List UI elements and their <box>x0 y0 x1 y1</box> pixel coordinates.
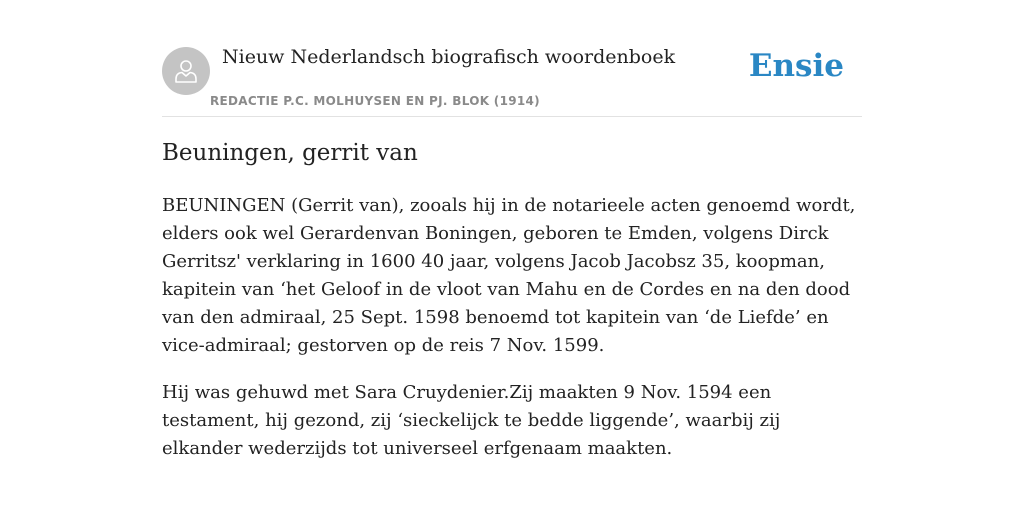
entry-paragraph: Hij was gehuwd met Sara Cruydenier.Zij maakten 9 Nov. 1594 een testament, hij gezond, zij ‘sieckelijck te bedde liggende’, waarbij zij elkander wederzijds tot universeel erfgenaam maakten. <box>162 382 781 459</box>
source-header <box>162 44 862 117</box>
person-icon <box>172 57 200 85</box>
user-avatar-icon[interactable] <box>162 47 210 95</box>
ensie-logo-link[interactable]: Ensie <box>748 48 844 84</box>
entry-title: Beuningen, gerrit van <box>162 140 418 166</box>
source-editors: REDACTIE P.C. MOLHUYSEN EN PJ. BLOK (1914) <box>210 94 540 108</box>
entry-paragraph: BEUNINGEN (Gerrit van), zooals hij in de notarieele acten genoemd wordt, elders ook wel Gerardenvan Boningen, geboren te Emden, volgens Dirck Gerritsz' verklaring in 1600 40 jaar, volgens Jacob Jacobsz 35, koopman, kapitein van ‘het Geloof in de vloot van Mahu en de Cordes en na den dood van den admiraal, 25 Sept. 1598 benoemd tot kapitein van ‘de Liefde’ en vice-admiraal; gestorven op de reis 7 Nov. 1599. <box>162 195 856 356</box>
source-book-title[interactable]: Nieuw Nederlandsch biografisch woordenboek <box>222 46 676 68</box>
entry-body <box>162 192 862 482</box>
